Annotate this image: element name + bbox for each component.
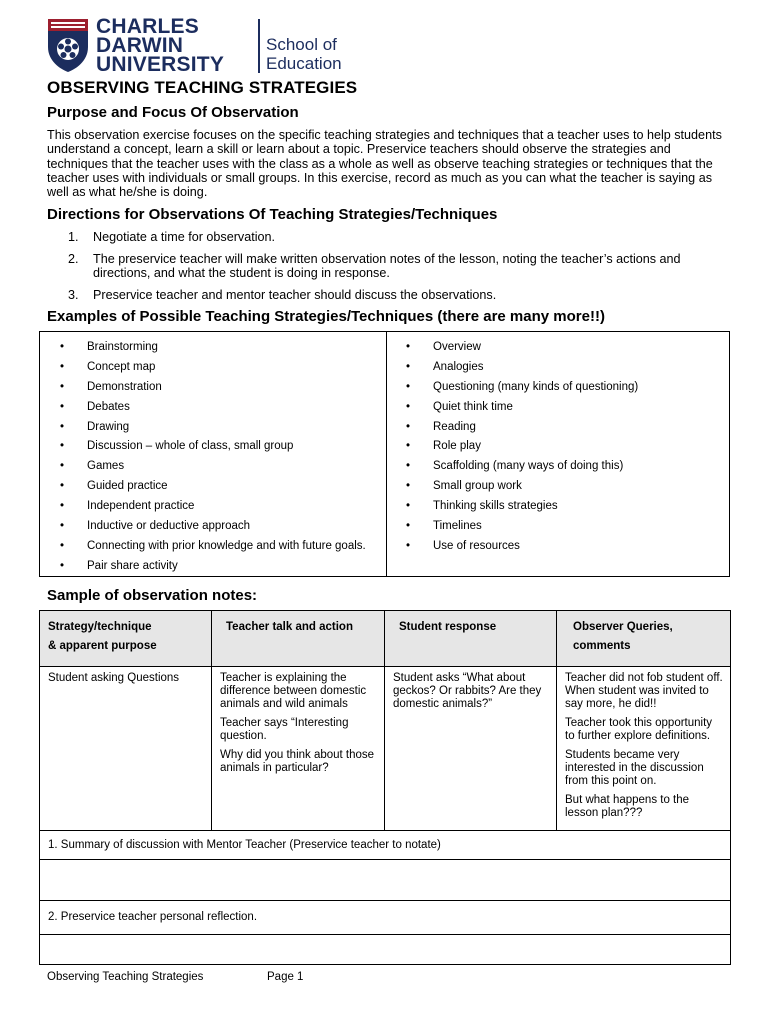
example-item [386,398,731,418]
bullet-icon: • [406,539,411,552]
example-item [386,338,731,358]
example-text: Overview [433,341,481,353]
example-text: Inductive or deductive approach [87,520,251,533]
example-item [40,537,385,557]
example-text: Games [87,460,125,473]
bullet-icon: • [60,460,65,473]
example-text: Small group work [433,480,522,493]
reflection-label-row [40,901,731,935]
examples-right-list [386,338,731,557]
example-text: Debates [87,400,130,413]
header-observer-line-2: comments [573,640,631,652]
direction-item [68,288,728,302]
example-item [386,457,731,477]
bullet-icon: • [60,380,65,393]
direction-item [68,252,728,280]
direction-item [68,230,728,244]
bullet-icon: • [406,360,411,373]
logo-line-2: DARWIN [96,34,184,57]
cell-student [385,667,557,831]
bullet-icon: • [406,380,411,393]
directions-list [68,230,728,310]
bullet-icon: • [406,400,411,413]
bullet-icon: • [60,360,65,373]
school-name [266,35,342,73]
example-text: Role play [433,440,481,453]
cell-text: Students became very interested in the discussion from this point on. [565,749,704,787]
example-item [40,418,385,438]
cell-text: Student asking Questions [48,672,180,684]
logo-line-1: CHARLES [96,15,199,38]
example-item [40,358,385,378]
example-text: Timelines [433,520,482,533]
example-item [386,378,731,398]
example-text: Brainstorming [87,341,158,353]
header-observer [557,611,731,667]
cell-observer [557,667,731,831]
summary-input-row[interactable] [40,860,731,901]
example-text: Guided practice [87,480,168,493]
direction-text: Negotiate a time for observation. [93,230,276,244]
example-text: Use of resources [433,539,520,552]
example-text: Concept map [87,360,156,373]
direction-text: The preservice teacher will make written observation notes of the lesson, noting the teacher’s actions and directions, and what the student is doing in response. [93,252,681,280]
footer-page-number: Page 1 [267,971,304,983]
university-logo [46,17,366,77]
example-item [40,437,385,457]
header-student-label: Student response [399,621,497,633]
direction-number: 1. [68,230,79,244]
logo-line-3: UNIVERSITY [96,53,225,76]
bullet-icon: • [406,520,411,533]
example-item [386,437,731,457]
direction-text: Preservice teacher and mentor teacher should discuss the observations. [93,288,497,302]
header-student [385,611,557,667]
bullet-icon: • [406,440,411,453]
summary-input-area[interactable] [40,860,731,901]
example-item [386,517,731,537]
example-text: Questioning (many kinds of questioning) [433,380,639,393]
table-header-row [40,611,731,667]
example-item [40,398,385,418]
cell-text: Student asks “What about geckos? Or rabbits? Are they domestic animals?” [393,672,542,710]
example-item [386,358,731,378]
header-strategy-line-1: Strategy/technique [48,621,152,633]
cell-text: Teacher took this opportunity to further explore definitions. [565,717,713,742]
bullet-icon: • [406,460,411,473]
school-line-1: School of [266,35,337,54]
examples-table [39,331,730,577]
examples-heading: Examples of Possible Teaching Strategies/Techniques (there are many more!!) [47,308,605,325]
direction-number: 2. [68,252,79,266]
purpose-heading: Purpose and Focus Of Observation [47,104,299,121]
footer-document-name: Observing Teaching Strategies [47,971,204,983]
cell-text: But what happens to the lesson plan??? [565,794,690,819]
example-text: Independent practice [87,500,195,513]
example-text: Scaffolding (many ways of doing this) [433,460,624,473]
summary-label-row [40,831,731,860]
sample-heading: Sample of observation notes: [47,587,258,604]
bullet-icon: • [60,539,65,552]
direction-number: 3. [68,288,79,302]
reflection-input-area[interactable] [40,935,731,965]
example-item [40,557,385,577]
bullet-icon: • [406,500,411,513]
example-text: Connecting with prior knowledge and with future goals. [87,539,366,552]
example-item [386,497,731,517]
header-strategy [40,611,212,667]
example-text: Analogies [433,360,484,373]
observation-notes-table [39,610,731,965]
example-item [40,517,385,537]
document-title: OBSERVING TEACHING STRATEGIES [47,78,358,97]
bullet-icon: • [60,559,65,572]
example-text: Reading [433,420,476,433]
example-item [40,477,385,497]
directions-heading: Directions for Observations Of Teaching Strategies/Techniques [47,206,498,223]
example-item [386,477,731,497]
bullet-icon: • [60,341,65,353]
cell-teacher [212,667,385,831]
example-item [40,338,385,358]
table-row [40,667,731,831]
example-text: Demonstration [87,380,162,393]
summary-label: 1. Summary of discussion with Mentor Teacher (Preservice teacher to notate) [40,831,731,860]
logo-divider [258,19,260,73]
example-item [386,537,731,557]
crest-icon [46,17,90,73]
bullet-icon: • [60,440,65,453]
bullet-icon: • [60,480,65,493]
university-name [96,17,224,74]
header-strategy-line-2: & apparent purpose [48,640,157,652]
example-text: Quiet think time [433,400,513,413]
reflection-label: 2. Preservice teacher personal reflection. [40,901,731,935]
example-text: Drawing [87,420,130,433]
example-text: Discussion – whole of class, small group [87,440,294,453]
bullet-icon: • [406,341,411,353]
purpose-text: This observation exercise focuses on the specific teaching strategies and techniques that a teacher uses to help students understand a concept, learn a skill or learn about a topic. Preservice teachers should observe the strategies and techniques that the teacher uses with the class as a whole as well as observe teaching strategies or techniques that the teacher uses with individuals or small groups. In this exercise, record as much as you can what the teacher is saying as well as what he/she is doing. [47,128,722,200]
example-item [40,378,385,398]
examples-left-list [40,338,385,577]
cell-text: Teacher is explaining the difference between domestic animals and wild animals [220,672,367,710]
example-text: Pair share activity [87,559,178,572]
bullet-icon: • [60,520,65,533]
cell-strategy [40,667,212,831]
example-item [40,497,385,517]
header-teacher [212,611,385,667]
header-teacher-label: Teacher talk and action [226,621,353,633]
example-text: Thinking skills strategies [433,500,558,513]
reflection-input-row[interactable] [40,935,731,965]
bullet-icon: • [406,480,411,493]
bullet-icon: • [60,400,65,413]
bullet-icon: • [60,500,65,513]
example-item [386,418,731,438]
school-line-2: Education [266,54,342,73]
bullet-icon: • [406,420,411,433]
cell-text: Why did you think about those animals in particular? [220,749,375,774]
cell-text: Teacher says “Interesting question. [220,717,349,742]
cell-text: Teacher did not fob student off. When student was invited to say more, he did!! [565,672,723,710]
example-item [40,457,385,477]
header-observer-line-1: Observer Queries, [573,621,673,633]
bullet-icon: • [60,420,65,433]
